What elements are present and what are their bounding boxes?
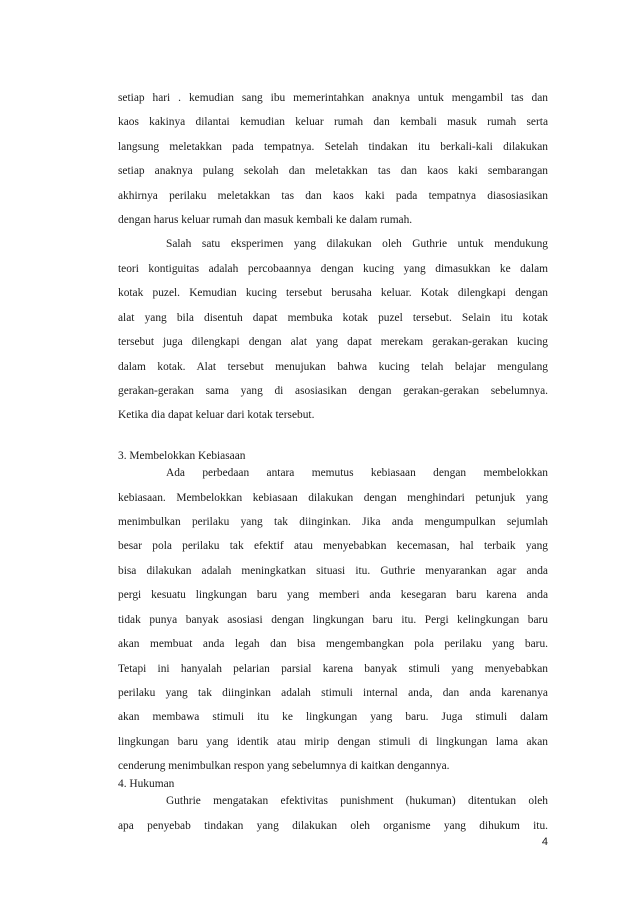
- body-text-line: tidak punya banyak asosiasi dengan lingkungan baru itu. Pergi kelingkungan baru: [118, 614, 548, 626]
- body-text-line: kaos kakinya dilantai kemudian keluar rumah dan kembali masuk rumah serta: [118, 116, 548, 128]
- body-text-line: bisa dilakukan adalah meningkatkan situasi itu. Guthrie menyarankan agar anda: [118, 565, 548, 577]
- body-text-line: dalam kotak. Alat tersebut menujukan bahwa kucing telah belajar mengulang: [118, 361, 548, 373]
- body-text-line: perilaku yang tak diinginkan adalah stimuli internal anda, dan anda karenanya: [118, 687, 548, 699]
- body-text-line: menimbulkan perilaku yang tak diinginkan. Jika anda mengumpulkan sejumlah: [118, 516, 548, 528]
- page-number: 4: [541, 836, 548, 848]
- body-text-line: Ketika dia dapat keluar dari kotak tersebut.: [118, 409, 315, 421]
- body-text-line: langsung meletakkan pada tempatnya. Setelah tindakan itu berkali-kali dilakukan: [118, 141, 548, 153]
- body-text-line: gerakan-gerakan sama yang di asosiasikan dengan gerakan-gerakan sebelumnya.: [118, 385, 548, 397]
- body-text-line: dengan harus keluar rumah dan masuk kembali ke dalam rumah.: [118, 214, 413, 226]
- body-text-line: kotak puzel. Kemudian kucing tersebut berusaha keluar. Kotak dilengkapi dengan: [118, 287, 548, 299]
- body-text-line: akan membuat anda legah dan bisa mengembangkan pola perilaku yang baru.: [118, 638, 548, 650]
- body-text-line: pergi kesuatu lingkungan baru yang memberi anda kesegaran baru karena anda: [118, 589, 548, 601]
- section-heading: 3. Membelokkan Kebiasaan: [118, 450, 246, 462]
- body-text-line: setiap hari . kemudian sang ibu memerintahkan anaknya untuk mengambil tas dan: [118, 92, 548, 104]
- body-text-line: apa penyebab tindakan yang dilakukan oleh organisme yang dihukum itu.: [118, 820, 548, 832]
- body-text-line: cenderung menimbulkan respon yang sebelumnya di kaitkan dengannya.: [118, 760, 450, 772]
- body-text-line: Tetapi ini hanyalah pelarian parsial karena banyak stimuli yang menyebabkan: [118, 663, 548, 675]
- body-text-line: akhirnya perilaku meletakkan tas dan kaos kaki pada tempatnya diasosiasikan: [118, 190, 548, 202]
- body-text-line: setiap anaknya pulang sekolah dan meletakkan tas dan kaos kaki sembarangan: [118, 165, 548, 177]
- body-text-line: besar pola perilaku tak efektif atau menyebabkan kecemasan, hal terbaik yang: [118, 540, 548, 552]
- body-text-line: teori kontiguitas adalah percobaannya dengan kucing yang dimasukkan ke dalam: [118, 263, 548, 275]
- body-text-line: lingkungan baru yang identik atau mirip dengan stimuli di lingkungan lama akan: [118, 736, 548, 748]
- body-text-line: kebiasaan. Membelokkan kebiasaan dilakukan dengan menghindari petunjuk yang: [118, 492, 548, 504]
- body-text-line: akan membawa stimuli itu ke lingkungan yang baru. Juga stimuli dalam: [118, 711, 548, 723]
- body-text-line: Guthrie mengatakan efektivitas punishment (hukuman) ditentukan oleh: [166, 795, 548, 807]
- body-text-line: Salah satu eksperimen yang dilakukan oleh Guthrie untuk mendukung: [166, 238, 548, 250]
- body-text-line: alat yang bila disentuh dapat membuka kotak puzel tersebut. Selain itu kotak: [118, 312, 548, 324]
- section-heading: 4. Hukuman: [118, 778, 175, 790]
- body-text-line: Ada perbedaan antara memutus kebiasaan dengan membelokkan: [166, 467, 548, 479]
- body-text-line: tersebut juga dilengkapi dengan alat yang dapat merekam gerakan-gerakan kucing: [118, 336, 548, 348]
